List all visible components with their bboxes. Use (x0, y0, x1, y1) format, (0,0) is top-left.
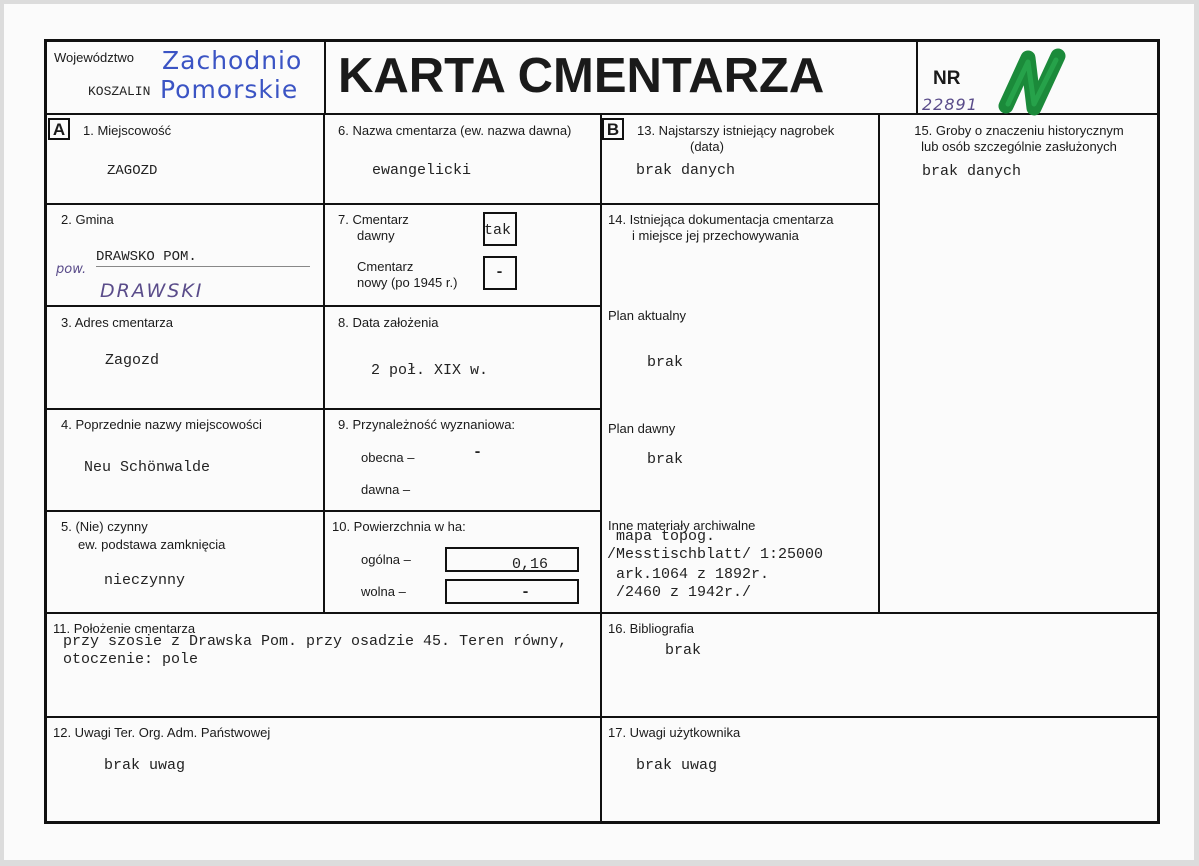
field-2-label: 2. Gmina (61, 212, 114, 227)
field-2-value: DRAWSKO POM. (96, 249, 197, 265)
field-10-total-label: ogólna – (361, 552, 411, 567)
header-vline-2 (916, 39, 918, 115)
field-15-label-2: lub osób szczególnie zasłużonych (921, 139, 1117, 154)
field-12-label: 12. Uwagi Ter. Org. Adm. Państwowej (53, 725, 271, 740)
field-8-value: 2 poł. XIX w. (371, 362, 489, 379)
row-divider-1 (44, 203, 880, 205)
field-10-total-value: 0,16 (512, 556, 549, 573)
border-bottom (44, 821, 1160, 824)
field-17-value: brak uwag (636, 757, 718, 774)
field-14-plan-old-label: Plan dawny (608, 421, 676, 436)
field-10-free-value: - (521, 584, 531, 601)
field-13-label-2: (data) (690, 139, 724, 154)
row-divider-5 (44, 612, 1160, 614)
field-2-pow-value: DRAWSKI (100, 280, 204, 302)
field-3-label: 3. Adres cmentarza (61, 315, 173, 330)
field-14-label-2: i miejsce jej przechowywania (632, 228, 799, 243)
koszalin-text: KOSZALIN (88, 84, 151, 99)
field-13-value: brak danych (636, 162, 736, 179)
field-2-pow-label: pow. (56, 262, 87, 277)
border-left (44, 39, 47, 824)
row-divider-6 (44, 716, 1160, 718)
field-7-new-value: - (495, 264, 505, 281)
field-14-other-label: Inne materiały archiwalne (608, 518, 756, 533)
row-divider-4 (44, 510, 602, 512)
field-10-free-box (445, 579, 579, 604)
nr-label: NR (933, 68, 961, 89)
col-divider-3 (878, 113, 880, 614)
card-title: KARTA CMENTARZA (338, 49, 825, 103)
field-8-label: 8. Data założenia (338, 315, 439, 330)
field-14-other-line-4: /2460 z 1942r./ (616, 584, 752, 601)
field-1-value: ZAGOZD (107, 163, 158, 179)
field-11-label: 11. Położenie cmentarza (53, 621, 196, 636)
field-14-plan-current-label: Plan aktualny (608, 308, 687, 323)
field-5-label-1: 5. (Nie) czynny (61, 519, 148, 534)
field-5-value: nieczynny (104, 572, 186, 589)
field-3-value: Zagozd (105, 352, 160, 369)
header-divider (44, 113, 1160, 115)
field-7-old-value: tak (484, 222, 512, 239)
field-13-label-1: 13. Najstarszy istniejący nagrobek (637, 123, 835, 138)
border-top (44, 39, 1160, 42)
field-4-label: 4. Poprzednie nazwy miejscowości (61, 417, 262, 432)
field-9-label: 9. Przynależność wyznaniowa: (338, 417, 516, 432)
green-marker-n-icon (994, 44, 1084, 124)
field-7-old-label-2: dawny (357, 228, 395, 243)
field-11-line-1: przy szosie z Drawska Pom. przy osadzie 45. Teren równy, (63, 633, 568, 650)
field-2-underline (96, 266, 310, 267)
field-14-other-line-2: /Messtischblatt/ 1:25000 (607, 546, 824, 563)
field-6-value: ewangelicki (372, 162, 472, 179)
row-divider-3 (44, 408, 602, 410)
field-12-value: brak uwag (104, 757, 186, 774)
field-7-new-label-2: nowy (po 1945 r.) (357, 275, 458, 290)
voivodeship-stamp-line1: Zachodnio (162, 46, 303, 75)
field-15-label-1: 15. Groby o znaczeniu historycznym (914, 123, 1124, 138)
field-10-label: 10. Powierzchnia w ha: (332, 519, 466, 534)
field-7-new-label-1: Cmentarz (357, 259, 414, 274)
cemetery-record-card (4, 4, 1194, 860)
voivodeship-stamp-line2: Pomorskie (160, 75, 299, 104)
nr-handwritten-value: 22891 (922, 95, 978, 114)
field-14-plan-current-value: brak (647, 354, 684, 371)
field-14-label-1: 14. Istniejąca dokumentacja cmentarza (608, 212, 834, 227)
col-divider-1 (323, 113, 325, 614)
section-b-marker: B (602, 118, 624, 140)
voivodeship-label: Województwo (54, 50, 134, 65)
border-right (1157, 39, 1160, 824)
field-16-label: 16. Bibliografia (608, 621, 694, 636)
field-11-line-2: otoczenie: pole (63, 651, 199, 668)
field-15-value: brak danych (922, 163, 1022, 180)
field-9-current-label: obecna – (361, 450, 415, 465)
field-9-current-value: - (473, 444, 483, 461)
section-a-marker: A (48, 118, 70, 140)
field-9-former-label: dawna – (361, 482, 411, 497)
field-14-other-line-1: mapa topog. (616, 528, 716, 545)
field-16-value: brak (665, 642, 702, 659)
field-14-other-line-3: ark.1064 z 1892r. (616, 566, 770, 583)
field-17-label: 17. Uwagi użytkownika (608, 725, 741, 740)
row-divider-2 (44, 305, 602, 307)
field-4-value: Neu Schönwalde (84, 459, 211, 476)
field-7-old-label-1: 7. Cmentarz (338, 212, 409, 227)
field-14-plan-old-value: brak (647, 451, 684, 468)
field-10-free-label: wolna – (361, 584, 406, 599)
field-5-label-2: ew. podstawa zamknięcia (78, 537, 226, 552)
field-6-label: 6. Nazwa cmentarza (ew. nazwa dawna) (338, 123, 572, 138)
header-vline-1 (324, 39, 326, 115)
field-1-label: 1. Miejscowość (83, 123, 172, 138)
